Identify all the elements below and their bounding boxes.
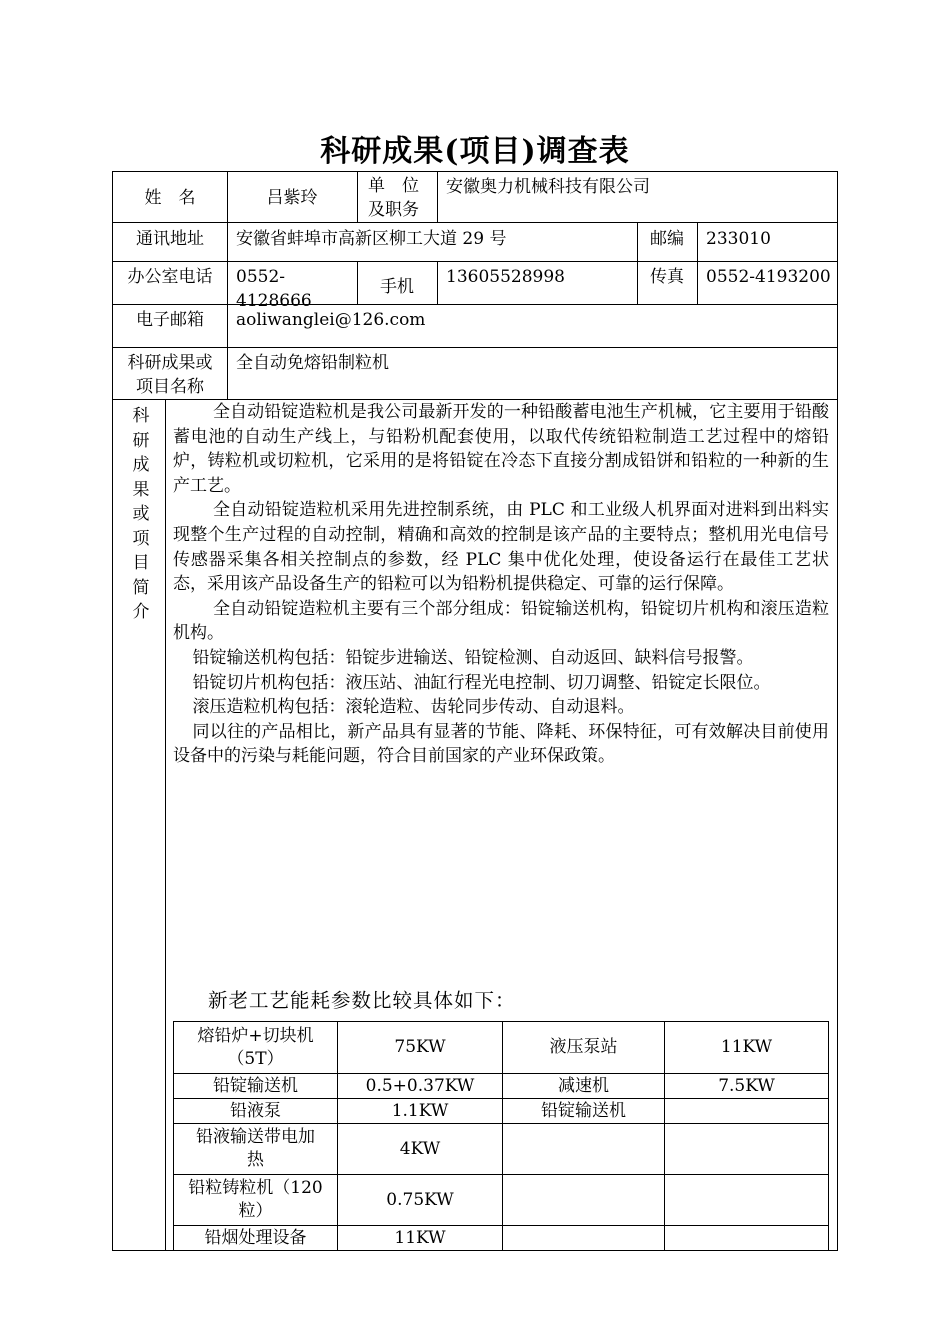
table-cell: 铅烟处理设备 — [204, 1227, 307, 1248]
project-name-value: 全自动免熔铅制粒机 — [236, 353, 389, 373]
table-cell — [503, 1124, 664, 1174]
table-cell — [665, 1124, 828, 1174]
table-cell: 铅锭输送机 — [541, 1100, 626, 1121]
table-cell: 4KW — [399, 1138, 441, 1159]
project-name-label: 科研成果或 项目名称 — [127, 353, 213, 397]
table-cell: 1.1KW — [391, 1100, 449, 1121]
intro-paragraph: 滚压造粒机构包括：滚轮造粒、齿轮同步传动、自动退料。 — [192, 697, 635, 718]
intro-paragraph: 铅锭切片机构包括：液压站、油缸行程光电控制、切刀调整、铅锭定长限位。 — [192, 672, 771, 693]
page-title: 科研成果(项目)调查表 — [320, 134, 630, 169]
unit-label: 单 位 及职务 — [368, 176, 419, 220]
mobile-label: 手机 — [380, 277, 414, 297]
table-cell: 0.5+0.37KW — [365, 1075, 475, 1096]
office-phone-label: 办公室电话 — [127, 267, 213, 287]
intro-paragraph: 全自动铅锭造粒机主要有三个部分组成：铅锭输送机构，铅锭切片机构和滚压造粒机构。 — [173, 598, 829, 644]
table-cell: 铅液泵 — [230, 1100, 281, 1121]
table-cell: 液压泵站 — [549, 1037, 618, 1057]
intro-paragraph: 全自动铅锭造粒机采用先进控制系统，由 PLC 和工业级人机界面对进料到出料实现整个生产过程的自动控制，精确和高效的控制是该产品的主要特点；整机用光电信号传感器采集各相关控制点的参数，经 PLC 集中优化处理，使设备运行在最佳工艺状态，采用该产品设备生产的铅粒可以为铅粉机提供稳定、可靠的运行保障。 — [173, 500, 829, 595]
table-cell — [665, 1099, 828, 1123]
office-phone-value: 0552-4128666 — [236, 267, 312, 311]
intro-paragraph: 铅锭输送机构包括：铅锭步进输送、铅锭检测、自动返回、缺料信号报警。 — [192, 647, 754, 668]
intro-paragraph: 全自动铅锭造粒机是我公司最新开发的一种铅酸蓄电池生产机械，它主要用于铅酸蓄电池的自动生产线上，与铅粉机配套使用，以取代传统铅粒制造工艺过程中的熔铅炉，铸粒机或切粒机，它采用的是将铅锭在冷态下直接分割成铅饼和铅粒的一种新的生产工艺。 — [173, 402, 829, 496]
intro-label: 科 研 成 果 或 项 目 简 介 — [132, 406, 150, 622]
table-cell: 11KW — [720, 1037, 773, 1057]
table-cell: 11KW — [394, 1227, 446, 1248]
table-cell: 减速机 — [558, 1075, 609, 1096]
table-cell — [665, 1175, 828, 1225]
postcode-label: 邮编 — [650, 229, 684, 249]
fax-value: 0552-4193200 — [706, 267, 831, 287]
table-cell — [503, 1175, 664, 1225]
address-value: 安徽省蚌埠市高新区柳工大道 29 号 — [236, 229, 507, 249]
address-label: 通讯地址 — [136, 229, 204, 249]
intro-text — [173, 400, 829, 769]
name-label: 姓 名 — [144, 188, 196, 208]
unit-value: 安徽奥力机械科技有限公司 — [446, 177, 650, 197]
table-cell: 0.75KW — [386, 1189, 454, 1210]
table-cell: 铅粒铸粒机（120 粒） — [188, 1178, 323, 1221]
name-value: 吕紫玲 — [266, 188, 318, 208]
table-cell: 铅锭输送机 — [213, 1075, 298, 1096]
table-cell: 铅液输送带电加 热 — [196, 1127, 315, 1170]
table-cell — [503, 1226, 664, 1250]
postcode-value: 233010 — [706, 229, 771, 249]
mobile-value: 13605528998 — [446, 267, 565, 287]
table-cell — [665, 1226, 828, 1250]
table-cell: 熔铅炉+切块机 （5T） — [197, 1025, 314, 1069]
table-cell: 7.5KW — [718, 1075, 775, 1096]
intro-paragraph: 同以往的产品相比，新产品具有显著的节能、降耗、环保特征，可有效解决目前使用设备中的污染与耗能问题，符合目前国家的产业环保政策。 — [173, 721, 829, 767]
comparison-title: 新老工艺能耗参数比较具体如下： — [208, 989, 516, 1012]
fax-label: 传真 — [650, 267, 684, 287]
email-value: aoliwanglei@126.com — [236, 310, 426, 330]
email-label: 电子邮箱 — [136, 310, 204, 330]
table-cell: 75KW — [394, 1037, 446, 1057]
